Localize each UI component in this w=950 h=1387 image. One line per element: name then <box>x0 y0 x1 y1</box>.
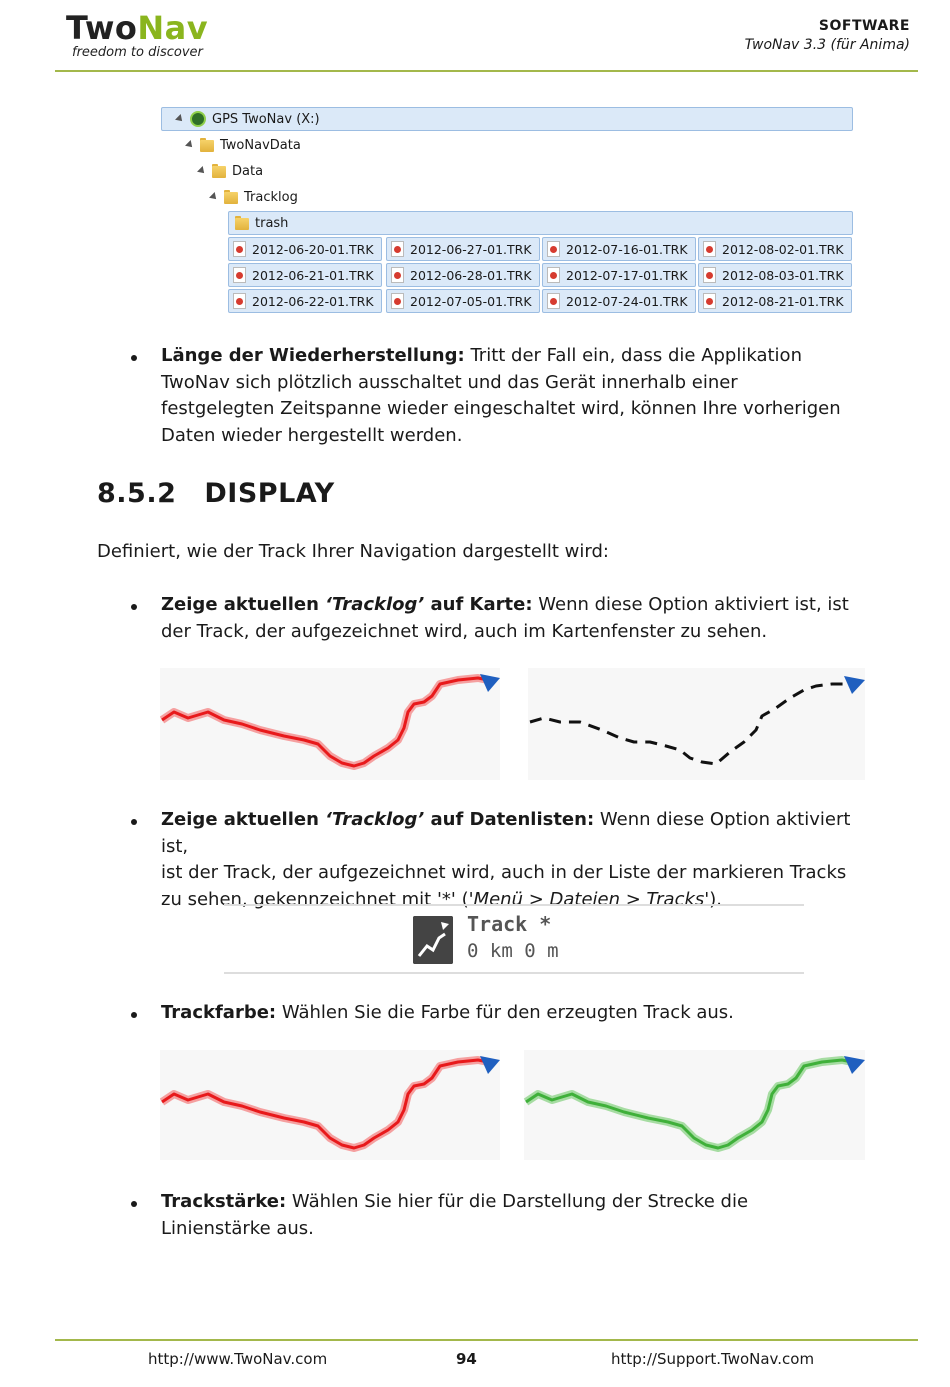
expand-arrow-icon[interactable] <box>197 166 207 176</box>
restore-paragraph <box>161 343 861 449</box>
expand-arrow-icon[interactable] <box>209 192 219 202</box>
width-line2: Linienstärke aus. <box>161 1217 314 1239</box>
file-name: 2012-07-05-01.TRK <box>410 293 532 309</box>
folder-icon <box>224 190 238 204</box>
folder-icon <box>200 138 214 152</box>
file-name: 2012-06-21-01.TRK <box>252 267 374 283</box>
show-list-line3c: ( <box>455 888 469 910</box>
tracklog-file[interactable] <box>228 289 382 313</box>
tracklog-file[interactable] <box>228 263 382 287</box>
tree-node-tracklog[interactable] <box>210 185 298 209</box>
track-title: Track * <box>467 912 552 936</box>
tracklog-file[interactable] <box>698 263 852 287</box>
color-text: Wählen Sie die Farbe für den erzeugten Track aus. <box>276 1002 734 1023</box>
trk-file-icon <box>233 293 246 309</box>
file-name: 2012-06-27-01.TRK <box>410 241 532 257</box>
tree-node-data[interactable] <box>198 159 263 183</box>
width-label: Trackstärke: <box>161 1191 287 1212</box>
tree-node-trash[interactable] <box>228 211 853 235</box>
show-list-label-b: ‘Tracklog’ <box>325 809 425 830</box>
show-map-line2: der Track, der aufgezeichnet wird, auch im Kartenfenster zu sehen. <box>161 620 768 642</box>
file-name: 2012-08-03-01.TRK <box>722 267 844 283</box>
width-paragraph <box>161 1189 861 1242</box>
header-product: TwoNav 3.3 (für Anima) <box>744 37 910 53</box>
section-heading <box>97 478 335 509</box>
trk-file-icon <box>547 241 560 257</box>
file-name: 2012-07-17-01.TRK <box>566 267 688 283</box>
tree-node-twonavdata[interactable] <box>186 133 301 157</box>
logo-wordmark <box>66 9 226 47</box>
show-list-line3b: '*' <box>436 888 456 910</box>
track-list-item[interactable] <box>224 904 804 974</box>
trk-file-icon <box>703 267 716 283</box>
restore-line3: festgelegten Zeitspanne wieder eingeschaltet wird, können Ihre vorherigen <box>161 398 841 419</box>
icon-body <box>413 916 453 964</box>
tracklog-file[interactable] <box>542 237 696 261</box>
folder-icon <box>212 164 226 178</box>
file-name: 2012-06-20-01.TRK <box>252 241 374 257</box>
tree-node-label: GPS TwoNav (X:) <box>212 111 320 127</box>
show-map-label-b: ‘Tracklog’ <box>325 594 425 615</box>
header-divider <box>55 70 918 72</box>
tracklog-file[interactable] <box>386 237 540 261</box>
show-list-label-c: auf Datenlisten: <box>424 809 595 830</box>
bullet-dot <box>131 1012 137 1018</box>
tree-node-label: Data <box>232 163 264 179</box>
track-stats: 0 km 0 m <box>467 940 559 962</box>
tree-node-root[interactable] <box>161 107 853 131</box>
bullet-dot <box>131 819 137 825</box>
bullet-dot <box>131 1201 137 1207</box>
footer-left-link[interactable]: http://www.TwoNav.com <box>148 1350 328 1368</box>
show-map-paragraph <box>161 592 861 645</box>
footer-divider <box>55 1339 918 1341</box>
tracklog-file[interactable] <box>542 263 696 287</box>
show-list-line3e: ). <box>709 888 722 910</box>
tracklog-file[interactable] <box>386 263 540 287</box>
section-intro: Definiert, wie der Track Ihrer Navigation dargestellt wird: <box>97 541 609 562</box>
show-list-label-a: Zeige aktuellen <box>161 809 326 830</box>
tree-node-label: trash <box>255 215 289 231</box>
file-name: 2012-07-24-01.TRK <box>566 293 688 309</box>
tracklog-file[interactable] <box>698 237 852 261</box>
file-name: 2012-07-16-01.TRK <box>566 241 688 257</box>
header-section: SOFTWARE <box>818 18 910 34</box>
trk-file-icon <box>233 267 246 283</box>
show-map-label-a: Zeige aktuellen <box>161 594 326 615</box>
map-background <box>528 668 865 780</box>
logo-nav: Nav <box>137 9 209 47</box>
show-list-paragraph <box>161 807 871 913</box>
twonav-logo <box>66 9 226 62</box>
section-title: DISPLAY <box>204 478 335 509</box>
restore-line2: TwoNav sich plötzlich ausschaltet und das Gerät innerhalb einer <box>161 371 738 393</box>
show-list-line1: Wenn diese Option aktiviert ist, <box>161 809 851 857</box>
color-label: Trackfarbe: <box>161 1002 277 1023</box>
trk-file-icon <box>547 267 560 283</box>
file-name: 2012-08-21-01.TRK <box>722 293 844 309</box>
file-name: 2012-08-02-01.TRK <box>722 241 844 257</box>
trk-file-icon <box>547 293 560 309</box>
trk-file-icon <box>233 241 246 257</box>
restore-line4: Daten wieder hergestellt werden. <box>161 424 463 446</box>
trk-file-icon <box>391 241 404 257</box>
tracklog-file[interactable] <box>698 289 852 313</box>
header-info <box>745 18 910 53</box>
logo-two: Two <box>66 9 138 47</box>
track-display-comparison <box>160 668 865 780</box>
expand-arrow-icon[interactable] <box>185 140 195 150</box>
trk-file-icon <box>391 293 404 309</box>
trk-file-icon <box>703 241 716 257</box>
gps-drive-icon <box>190 111 206 127</box>
footer-right-link[interactable]: http://Support.TwoNav.com <box>611 1350 815 1368</box>
tracklog-file[interactable] <box>228 237 382 261</box>
tree-node-label: Tracklog <box>244 189 298 205</box>
file-name: 2012-06-28-01.TRK <box>410 267 532 283</box>
bullet-dot <box>131 355 137 361</box>
trk-file-icon <box>391 267 404 283</box>
show-list-line3a: zu sehen, gekennzeichnet mit <box>161 888 437 910</box>
folder-icon <box>235 216 249 230</box>
file-name: 2012-06-22-01.TRK <box>252 293 374 309</box>
width-line1: Wählen Sie hier für die Darstellung der Strecke die <box>286 1191 749 1212</box>
folder-tree <box>160 106 855 318</box>
tracklog-file[interactable] <box>542 289 696 313</box>
track-color-comparison <box>160 1050 865 1160</box>
show-map-line1: Wenn diese Option aktiviert ist, ist <box>532 594 849 615</box>
show-map-label-c: auf Karte: <box>424 594 533 615</box>
restore-line1: Tritt der Fall ein, dass die Applikation <box>464 345 802 366</box>
trk-file-icon <box>703 293 716 309</box>
logo-tagline: freedom to discover <box>72 45 203 60</box>
page-number: 94 <box>456 1350 477 1368</box>
color-paragraph <box>161 1000 861 1027</box>
show-list-line3d: 'Menü > Dateien > Tracks' <box>468 888 710 910</box>
show-list-line2: ist der Track, der aufgezeichnet wird, auch in der Liste der markieren Tracks <box>161 862 847 883</box>
restore-label: Länge der Wiederherstellung: <box>161 345 465 366</box>
tree-node-label: TwoNavData <box>220 137 301 153</box>
section-number: 8.5.2 <box>97 478 177 509</box>
bullet-dot <box>131 604 137 610</box>
track-file-icon <box>413 916 453 964</box>
expand-arrow-icon[interactable] <box>175 114 185 124</box>
tracklog-file[interactable] <box>386 289 540 313</box>
